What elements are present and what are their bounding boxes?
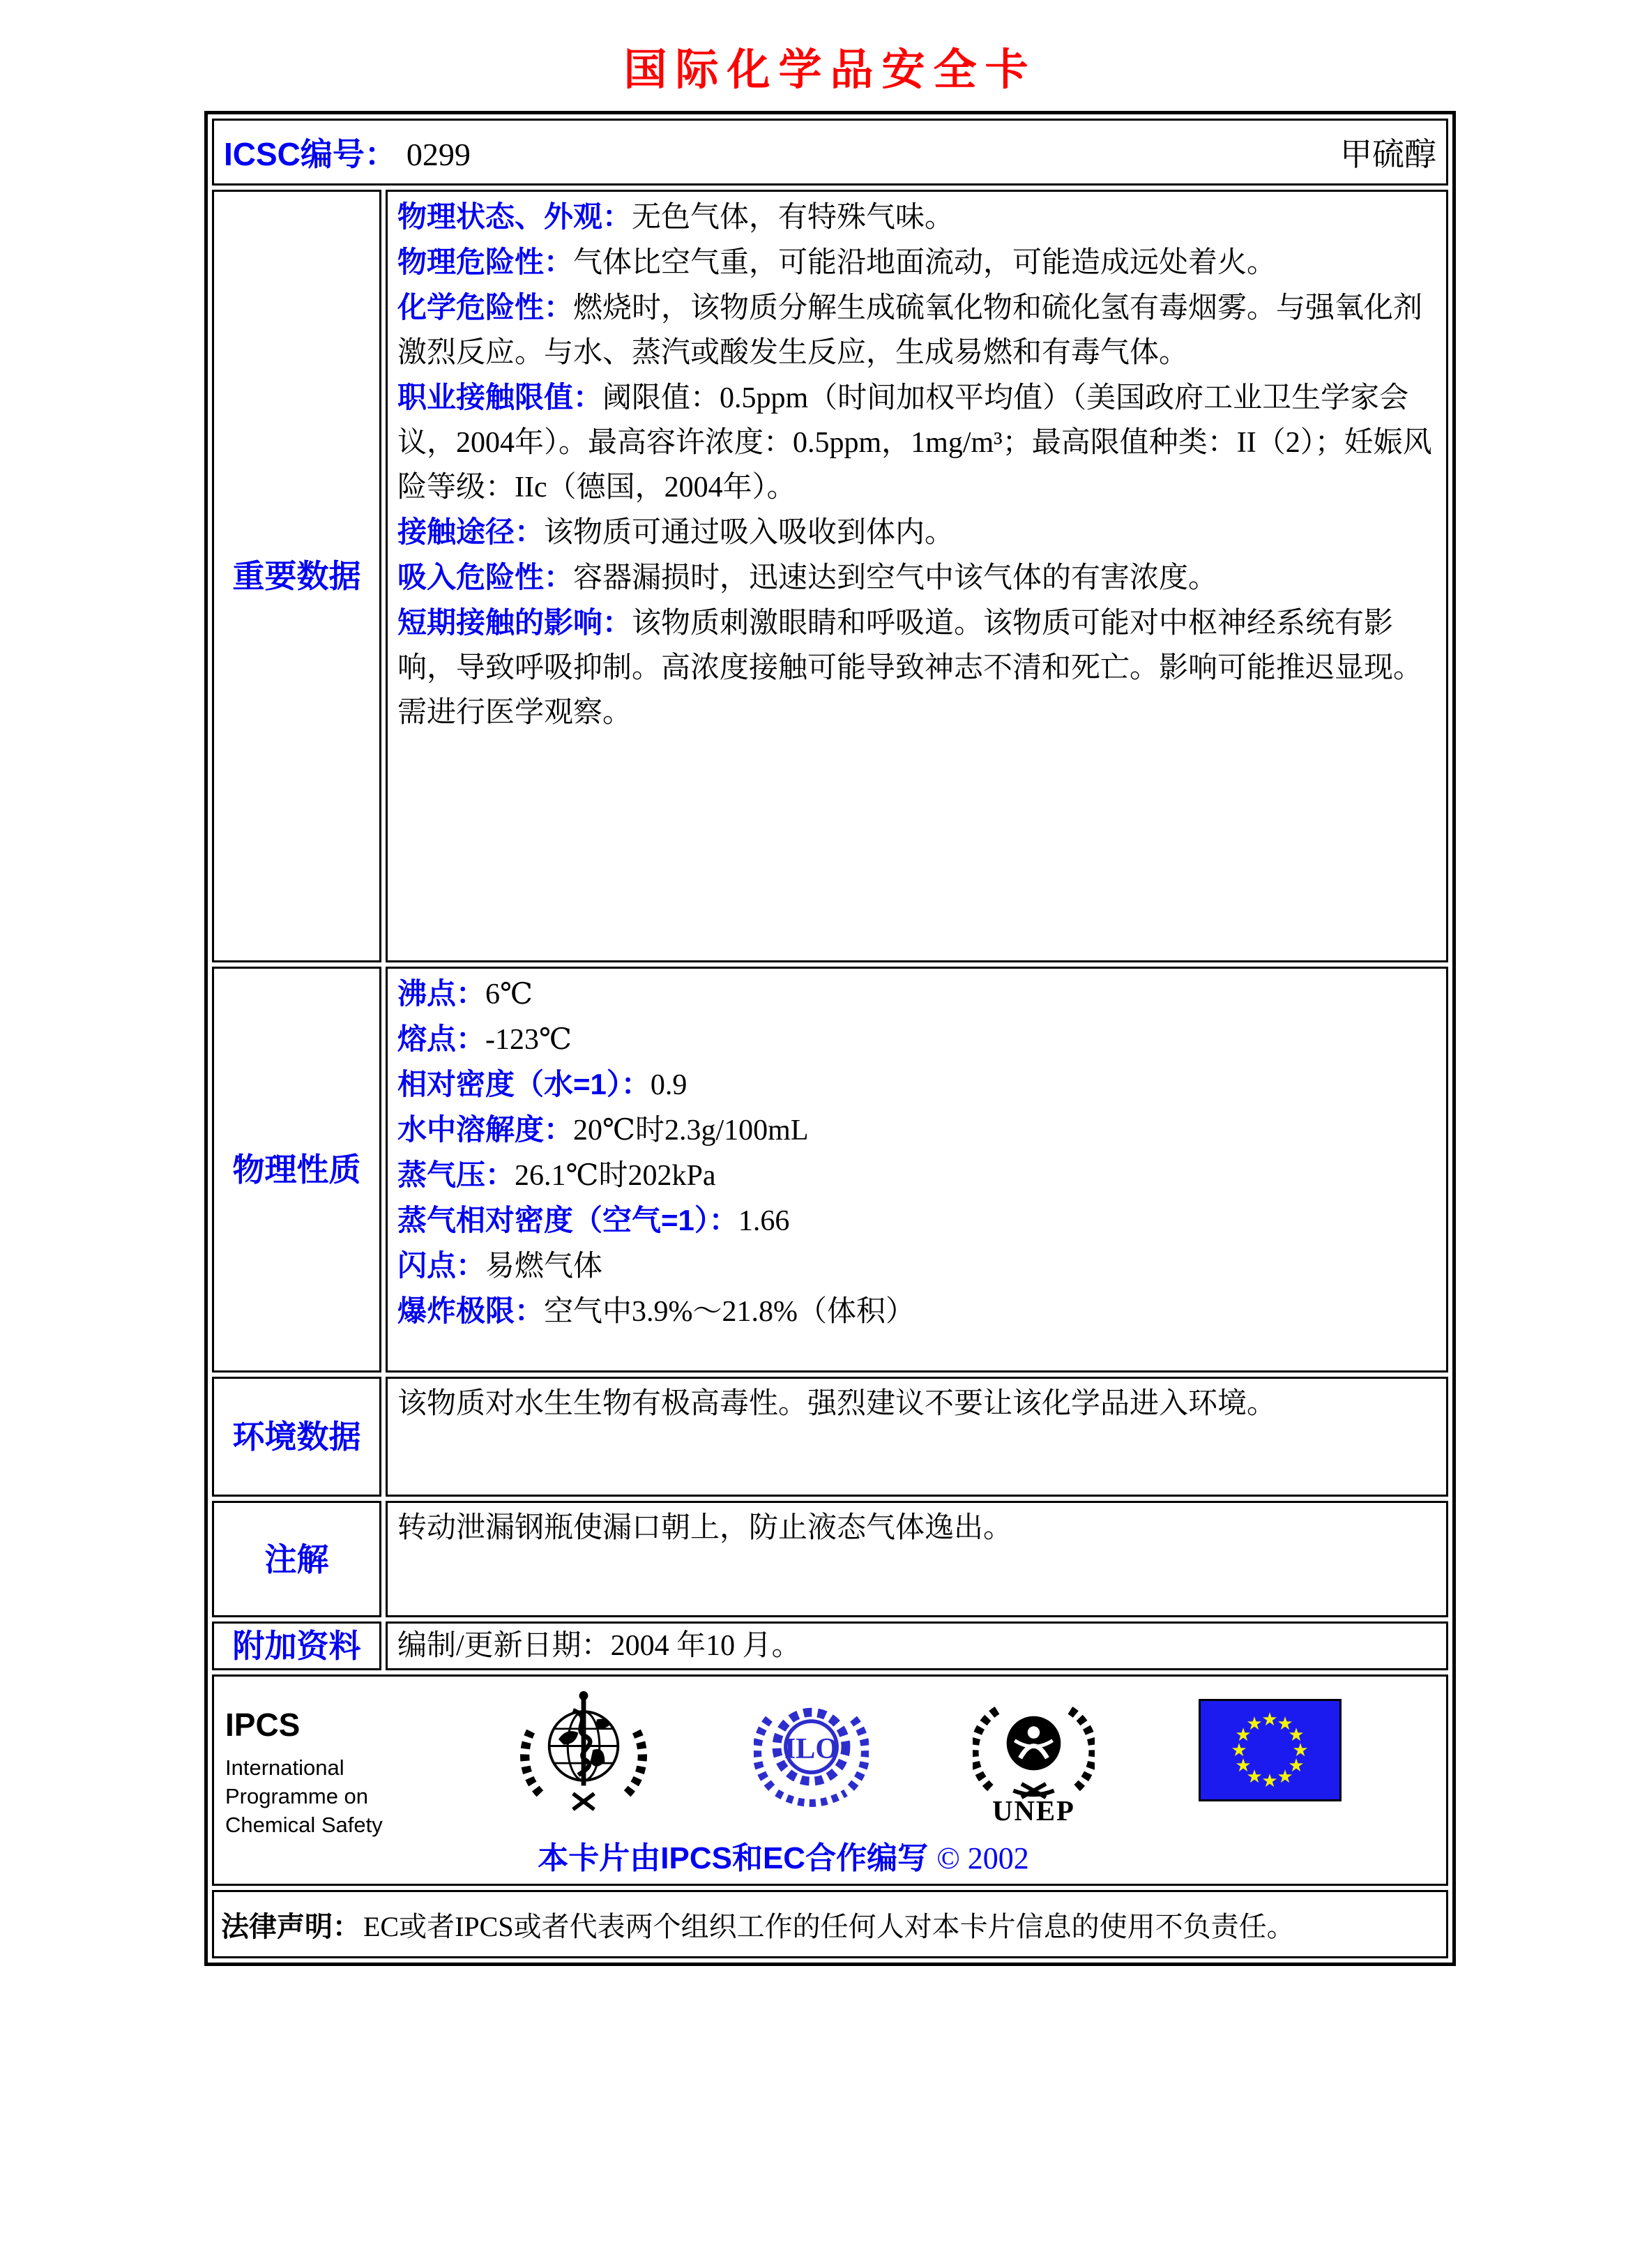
physical-properties-row: [212, 967, 1448, 1373]
logos-row: [212, 1674, 1448, 1886]
svg-text:★: ★: [1277, 1767, 1293, 1787]
entry-relative-density: 相对密度（水=1）：0.9: [397, 1068, 687, 1101]
entry-notes: 转动泄漏钢瓶使漏口朝上，防止液态气体逸出。: [397, 1512, 1013, 1544]
section-content-physical-properties: [386, 967, 1448, 1373]
entry-flash-point: 闪点：易燃气体: [397, 1249, 603, 1283]
entry-vapor-pressure: 蒸气压：26.1℃时202kPa: [397, 1158, 716, 1192]
ipcs-subtitle-line: International: [225, 1755, 344, 1780]
entry-explosive-limits: 爆炸极限：空气中3.9%～21.8%（体积）: [397, 1294, 915, 1328]
ipcs-subtitle-line: Programme on: [225, 1784, 369, 1808]
icsc-number-group: [224, 129, 471, 175]
important-data-row: [212, 190, 1448, 962]
environmental-data-row: [212, 1377, 1448, 1497]
icsc-number-value: 0299: [406, 137, 471, 172]
entry-vapor-relative-density: 蒸气相对密度（空气=1）：1.66: [397, 1204, 790, 1237]
legal-row: [212, 1890, 1448, 1958]
entry-environmental-data: 该物质对水生生物有极高毒性。强烈建议不要让该化学品进入环境。: [397, 1388, 1277, 1420]
who-logo-icon: [517, 1688, 650, 1820]
logos-cell: [212, 1674, 1448, 1886]
entry-physical-hazards: 物理危险性：气体比空气重，可能沿地面流动，可能造成远处着火。: [397, 245, 1277, 279]
svg-text:UNEP: UNEP: [992, 1795, 1075, 1824]
cooperation-caption: 本卡片由IPCS和EC合作编写 © 2002: [538, 1841, 1029, 1875]
svg-text:★: ★: [1235, 1755, 1252, 1776]
section-label-physical-properties: 物理性质: [212, 967, 381, 1373]
entry-update-date: 编制/更新日期：2004 年10 月。: [397, 1630, 801, 1662]
svg-text:★: ★: [1288, 1755, 1305, 1776]
legal-label: 法律声明：: [221, 1911, 360, 1942]
svg-text:★: ★: [1288, 1725, 1305, 1746]
section-content-environmental-data: [386, 1377, 1448, 1497]
svg-text:★: ★: [1277, 1714, 1293, 1734]
header-row: [212, 119, 1448, 186]
entry-chemical-hazards: 化学危险性：燃烧时，该物质分解生成硫氧化物和硫化氢有毒烟雾。与强氧化剂激烈反应。与水、蒸汽或酸发生反应，生成易燃和有毒气体。: [397, 291, 1423, 369]
additional-info-row: [212, 1621, 1448, 1670]
entry-melting-point: 熔点：-123℃: [397, 1022, 572, 1056]
page-title: 国际化学品安全卡: [623, 46, 1037, 94]
svg-text:★: ★: [1231, 1740, 1247, 1761]
chemical-name: 甲硫醇: [1340, 137, 1436, 172]
legal-cell: [212, 1890, 1448, 1958]
ipcs-subtitle-line: Chemical Safety: [225, 1813, 383, 1837]
svg-text:★: ★: [1246, 1714, 1263, 1734]
copyright-text: © 2002: [936, 1841, 1029, 1875]
icsc-number-label: ICSC编号：: [224, 136, 397, 172]
svg-text:ILO: ILO: [784, 1732, 839, 1766]
svg-text:★: ★: [1292, 1740, 1309, 1761]
section-content-important-data: [386, 190, 1448, 962]
ilo-logo-icon: [754, 1688, 869, 1820]
section-label-environmental-data: 环境数据: [212, 1377, 381, 1497]
header-cell: [212, 119, 1448, 186]
svg-text:★: ★: [1261, 1771, 1278, 1792]
section-content-notes: [386, 1501, 1448, 1617]
section-label-notes: 注解: [212, 1501, 381, 1617]
svg-text:★: ★: [1235, 1725, 1252, 1746]
legal-text: EC或者IPCS或者代表两个组织工作的任何人对本卡片信息的使用不负责任。: [363, 1910, 1295, 1942]
entry-occupational-exposure-limits: 职业接触限值：阈限值：0.5ppm（时间加权平均值）（美国政府工业卫生学家会议，2004年）。最高容许浓度：0.5ppm，1mg/m³；最高限值种类：II（2）；妊娠风险等级：IIc（德国，2004年）。: [397, 381, 1432, 504]
section-content-additional-info: [386, 1621, 1448, 1670]
entry-inhalation-risk: 吸入危险性：容器漏损时，迅速达到空气中该气体的有害浓度。: [397, 561, 1218, 594]
entry-routes-of-exposure: 接触途径：该物质可通过吸入吸收到体内。: [397, 515, 955, 549]
unep-logo-icon: [973, 1688, 1095, 1828]
svg-text:★: ★: [1261, 1709, 1278, 1730]
eu-flag-icon: [1199, 1699, 1342, 1801]
svg-text:★: ★: [1246, 1767, 1263, 1787]
entry-short-term-exposure-effects: 短期接触的影响：该物质刺激眼睛和呼吸道。该物质可能对中枢神经系统有影响，导致呼吸抑制。高浓度接触可能导致神志不清和死亡。影响可能推迟显现。需进行医学观察。: [397, 606, 1423, 729]
entry-boiling-point: 沸点：6℃: [397, 977, 533, 1011]
entry-physical-state-appearance: 物理状态、外观：无色气体，有特殊气味。: [397, 200, 955, 234]
ipcs-text-block: [225, 1688, 413, 1839]
ipcs-title: IPCS: [225, 1707, 301, 1743]
section-label-important-data: 重要数据: [212, 190, 381, 962]
notes-row: [212, 1501, 1448, 1617]
section-label-additional-info: 附加资料: [212, 1621, 381, 1670]
icsc-card: [204, 111, 1456, 1966]
entry-water-solubility: 水中溶解度：20℃时2.3g/100mL: [397, 1113, 809, 1147]
